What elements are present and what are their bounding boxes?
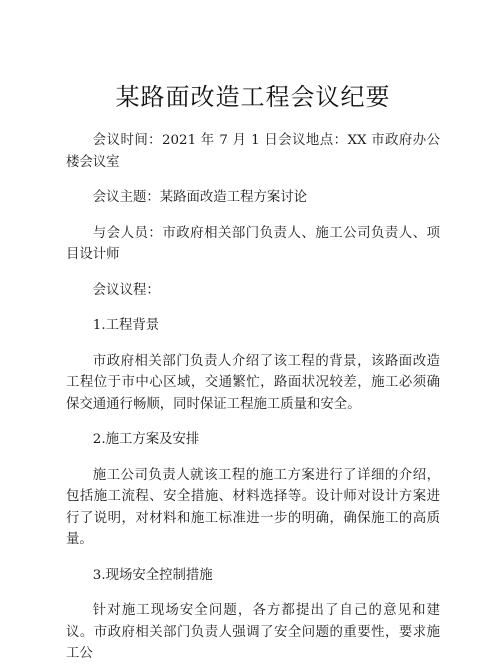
- document-body: [66, 130, 440, 665]
- section-body-safety: 针对施工现场安全问题，各方都提出了自己的意见和建议。市政府相关部门负责人强调了安全问题的重要性，要求施工公: [66, 603, 440, 661]
- meeting-topic-paragraph: 会议主题：某路面改造工程方案讨论: [92, 190, 308, 205]
- section-heading-plan: 2.施工方案及安排: [92, 432, 200, 447]
- section-body-plan: 施工公司负责人就该工程的施工方案进行了详细的介绍，包括施工流程、安全措施、材料选择等。设计师对设计方案进行了说明，对材料和施工标准进一步的明确，确保施工的高质量。: [66, 467, 440, 547]
- meeting-time-paragraph: 会议时间：2021 年 7 月 1 日会议地点：XX 市政府办公楼会议室: [66, 133, 440, 170]
- attendees-paragraph: 与会人员：市政府相关部门负责人、施工公司负责人、项目设计师: [66, 225, 440, 262]
- section-heading-background: 1.工程背景: [92, 318, 160, 333]
- section-body-background: 市政府相关部门负责人介绍了该工程的背景，该路面改造工程位于市中心区域，交通繁忙，路面状况较差，施工必须确保交通通行畅顺，同时保证工程施工质量和安全。: [66, 353, 440, 412]
- agenda-label: 会议议程：: [92, 282, 160, 298]
- section-heading-safety: 3.现场安全控制措施: [92, 567, 213, 583]
- page-title: 某路面改造工程会议纪要: [115, 83, 391, 111]
